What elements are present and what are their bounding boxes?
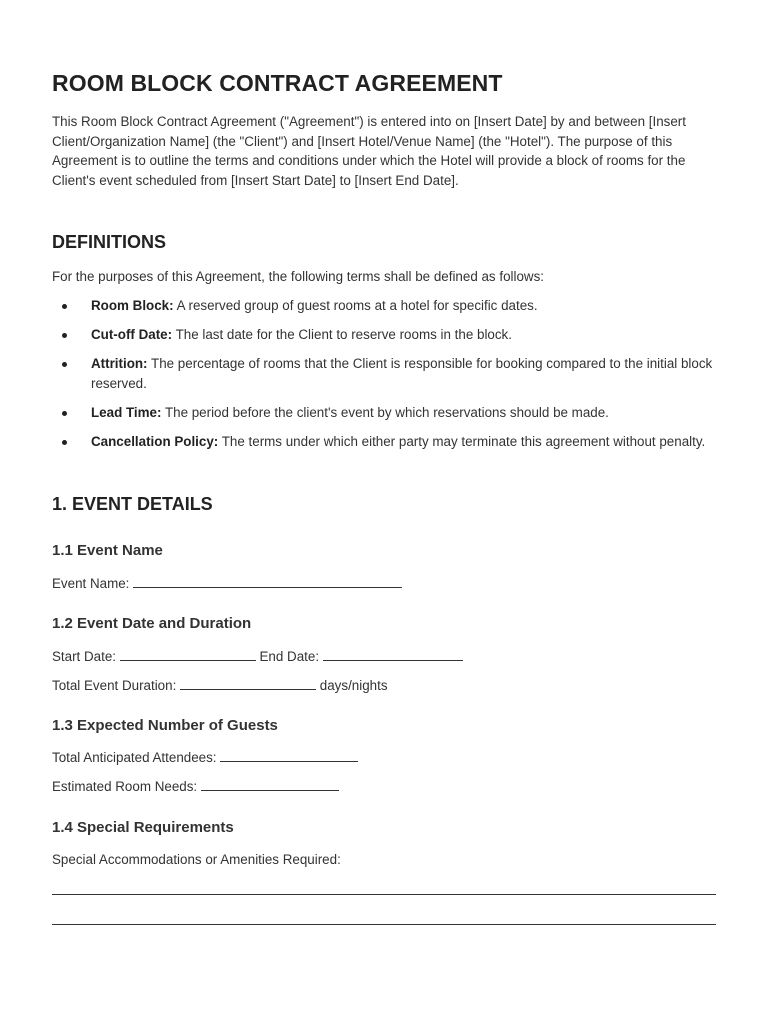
start-date-label: Start Date:	[52, 649, 117, 664]
room-needs-field[interactable]	[201, 777, 339, 791]
attendees-label: Total Anticipated Attendees:	[52, 750, 217, 765]
definition-term: Cancellation Policy:	[91, 433, 219, 449]
definitions-lead: For the purposes of this Agreement, the following terms shall be defined as follows:	[52, 269, 544, 284]
definition-text: The last date for the Client to reserve rooms in the block.	[175, 327, 512, 343]
event-name-label: Event Name:	[52, 576, 130, 591]
definition-item	[52, 354, 717, 393]
bullet-icon	[62, 304, 67, 309]
bullet-icon	[62, 362, 67, 367]
definitions-heading: DEFINITIONS	[52, 232, 167, 252]
event-name-field[interactable]	[133, 574, 402, 588]
special-requirements-line-2[interactable]	[52, 924, 716, 925]
definition-term: Attrition:	[91, 356, 148, 372]
definition-item	[52, 403, 717, 423]
duration-unit: days/nights	[319, 678, 388, 693]
definition-term: Lead Time:	[91, 404, 162, 420]
definition-text: The terms under which either party may terminate this agreement without penalty.	[221, 433, 706, 449]
special-requirements-line-1[interactable]	[52, 894, 716, 895]
end-date-field[interactable]	[323, 647, 463, 661]
start-date-field[interactable]	[120, 647, 256, 661]
intro-paragraph: This Room Block Contract Agreement ("Agreement") is entered into on [Insert Date] by and between [Insert Client/Organization Name] (the "Client") and [Insert Hotel/Venue Name] (the "Hotel"). The purpose of this Agreement is to outline the terms and conditions under which the Hotel will provide a block of rooms for the Client's event scheduled from [Insert Start Date] to [Insert End Date].	[52, 114, 686, 188]
duration-label: Total Event Duration:	[52, 678, 177, 693]
definition-term: Cut-off Date:	[91, 327, 173, 343]
event-name-row	[52, 574, 402, 594]
definitions-list	[52, 296, 717, 452]
bullet-icon	[62, 333, 67, 338]
event-details-heading: 1. EVENT DETAILS	[52, 494, 213, 514]
special-requirements-label: Special Accommodations or Amenities Required:	[52, 852, 341, 867]
guests-heading: 1.3 Expected Number of Guests	[52, 717, 278, 734]
bullet-icon	[62, 440, 67, 445]
event-name-heading: 1.1 Event Name	[52, 542, 163, 559]
definition-item	[52, 296, 717, 316]
duration-field[interactable]	[180, 676, 316, 690]
document-title: ROOM BLOCK CONTRACT AGREEMENT	[52, 70, 503, 96]
attendees-row	[52, 748, 358, 768]
bullet-icon	[62, 411, 67, 416]
special-requirements-heading: 1.4 Special Requirements	[52, 819, 234, 836]
definition-term: Room Block:	[91, 298, 174, 313]
definition-text: The percentage of rooms that the Client is responsible for booking compared to the initial block reserved.	[91, 356, 713, 391]
definition-item	[52, 432, 717, 452]
definition-item	[52, 325, 717, 345]
event-date-heading: 1.2 Event Date and Duration	[52, 615, 252, 632]
definition-text: The period before the client's event by which reservations should be made.	[164, 404, 609, 420]
dates-row	[52, 647, 463, 667]
room-needs-row	[52, 777, 339, 797]
attendees-field[interactable]	[220, 748, 358, 762]
end-date-label: End Date:	[259, 649, 320, 664]
duration-row	[52, 676, 388, 696]
room-needs-label: Estimated Room Needs:	[52, 779, 198, 794]
definition-text: A reserved group of guest rooms at a hotel for specific dates.	[176, 298, 538, 313]
